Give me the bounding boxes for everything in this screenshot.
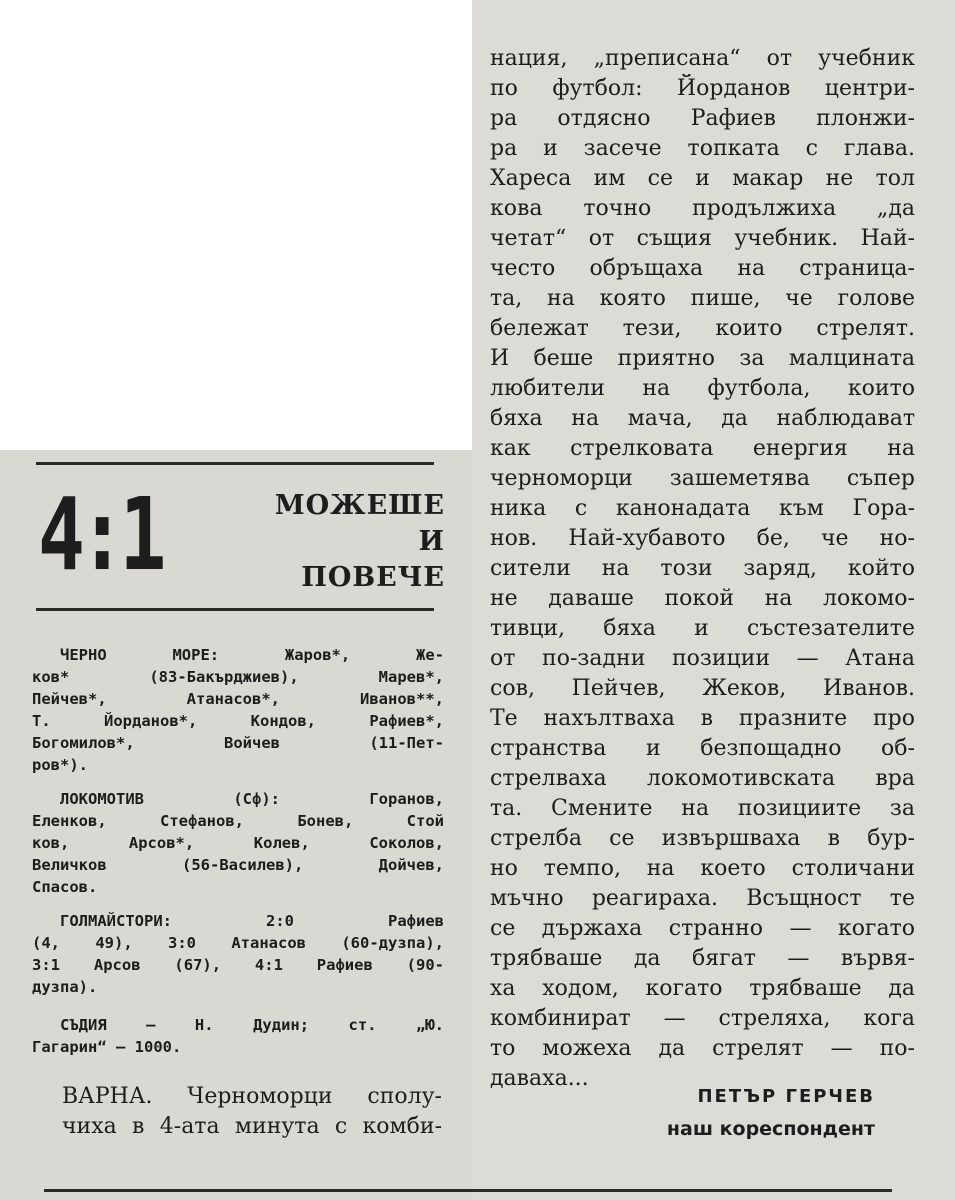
body-line: мъчно реагираха. Всъщност те bbox=[490, 886, 915, 911]
body-line: не даваше покой на локомо- bbox=[490, 586, 915, 611]
body-line: как стрелковата енергия на bbox=[490, 436, 915, 461]
body-line: ра и засече топката с глава. bbox=[490, 136, 915, 161]
body-line: даваха... bbox=[490, 1066, 589, 1091]
bottom-rule bbox=[44, 1189, 892, 1192]
body-line: ника с канонадата към Гора- bbox=[490, 496, 915, 521]
intro-line: ВАРНА. Черноморци сполу- bbox=[62, 1084, 442, 1109]
author-role: наш кореспондент bbox=[666, 1118, 875, 1140]
lineup-line: ков* (83-Бакърджиев), Марев*, bbox=[32, 668, 444, 686]
article-body bbox=[490, 44, 915, 1094]
body-line: стрелваха локомотивската вра bbox=[490, 766, 915, 791]
mid-rule bbox=[36, 608, 434, 611]
body-line: сов, Пейчев, Жеков, Иванов. bbox=[490, 676, 915, 701]
intro-line: чиха в 4-ата минута с комби- bbox=[62, 1114, 442, 1139]
body-line: И беше приятно за малцината bbox=[490, 346, 915, 371]
goalscorers bbox=[32, 910, 444, 998]
body-line: нация, „преписана“ от учебник bbox=[490, 46, 915, 71]
lineup-line: (4, 49), 3:0 Атанасов (60-дузпа), bbox=[32, 934, 444, 952]
lineup-line: ЧЕРНО МОРЕ: Жаров*, Же- bbox=[60, 646, 444, 664]
body-line: стрелба се извършваха в бур- bbox=[490, 826, 915, 851]
body-line: но темпо, на което столичани bbox=[490, 856, 915, 881]
lineup-cherno-more bbox=[32, 644, 444, 776]
lineup-line: дузпа). bbox=[32, 978, 98, 996]
lineup-line: ров*). bbox=[32, 756, 88, 774]
lineup-line: Величков (56-Василев), Дойчев, bbox=[32, 856, 444, 874]
lineup-line: 3:1 Арсов (67), 4:1 Рафиев (90- bbox=[32, 956, 444, 974]
referee-stadium bbox=[32, 1014, 444, 1058]
headline-line: ПОВЕЧЕ bbox=[301, 562, 445, 593]
body-line: ра отдясно Рафиев плонжи- bbox=[490, 106, 915, 131]
headline-line: МОЖЕШЕ bbox=[274, 490, 445, 521]
body-line: сители на този заряд, който bbox=[490, 556, 915, 581]
body-line: комбинират — стреляха, кога bbox=[490, 1006, 915, 1031]
body-line: Те нахълтваха в празните про bbox=[490, 706, 915, 731]
top-rule bbox=[36, 462, 434, 465]
body-line: тивци, бяха и състезателите bbox=[490, 616, 915, 641]
body-line: често обръщаха на страница- bbox=[490, 256, 915, 281]
body-line: та. Смените на позициите за bbox=[490, 796, 915, 821]
lineup-line: Спасов. bbox=[32, 878, 98, 896]
lineup-line: ков, Арсов*, Колев, Соколов, bbox=[32, 834, 444, 852]
lineup-line: ЛОКОМОТИВ (Сф): Горанов, bbox=[60, 790, 444, 808]
body-line: нов. Най-хубавото бе, че но- bbox=[490, 526, 915, 551]
body-line: от по-задни позиции — Атана bbox=[490, 646, 915, 671]
body-line: черноморци зашеметява съпер bbox=[490, 466, 915, 491]
lineup-lokomotiv bbox=[32, 788, 444, 898]
lineup-line: Т. Йорданов*, Кондов, Рафиев*, bbox=[32, 712, 444, 730]
body-line: кова точно продължиха „да bbox=[490, 196, 915, 221]
headline bbox=[275, 488, 445, 596]
body-line: бележат тези, които стрелят. bbox=[490, 316, 915, 341]
headline-line: И bbox=[418, 526, 445, 557]
lineup-line: Пейчев*, Атанасов*, Иванов**, bbox=[32, 690, 444, 708]
body-line: четат“ от същия учебник. Най- bbox=[490, 226, 915, 251]
lineup-line: СЪДИЯ — Н. Дудин; ст. „Ю. bbox=[60, 1016, 444, 1034]
body-line: та, на която пише, че голове bbox=[490, 286, 915, 311]
match-score: 4:1 bbox=[38, 476, 161, 593]
lineup-line: Гагарин“ — 1000. bbox=[32, 1038, 182, 1056]
body-line: любители на футбола, които bbox=[490, 376, 915, 401]
article-intro bbox=[62, 1082, 442, 1142]
lineup-line: ГОЛМАЙСТОРИ: 2:0 Рафиев bbox=[60, 912, 444, 930]
body-line: бяха на мача, да наблюдават bbox=[490, 406, 915, 431]
body-line: се държаха странно — когато bbox=[490, 916, 915, 941]
body-line: трябваше да бягат — вървя- bbox=[490, 946, 915, 971]
body-line: Хареса им се и макар не тол bbox=[490, 166, 915, 191]
body-line: то можеха да стрелят — по- bbox=[490, 1036, 915, 1061]
lineup-line: Богомилов*, Войчев (11-Пет- bbox=[32, 734, 444, 752]
body-line: ха ходом, когато трябваше да bbox=[490, 976, 915, 1001]
lineup-line: Еленков, Стефанов, Бонев, Стой bbox=[32, 812, 444, 830]
body-line: по футбол: Йорданов центри- bbox=[490, 76, 915, 101]
body-line: странства и безпощадно об- bbox=[490, 736, 915, 761]
author-name: ПЕТЪР ГЕРЧЕВ bbox=[697, 1086, 875, 1107]
